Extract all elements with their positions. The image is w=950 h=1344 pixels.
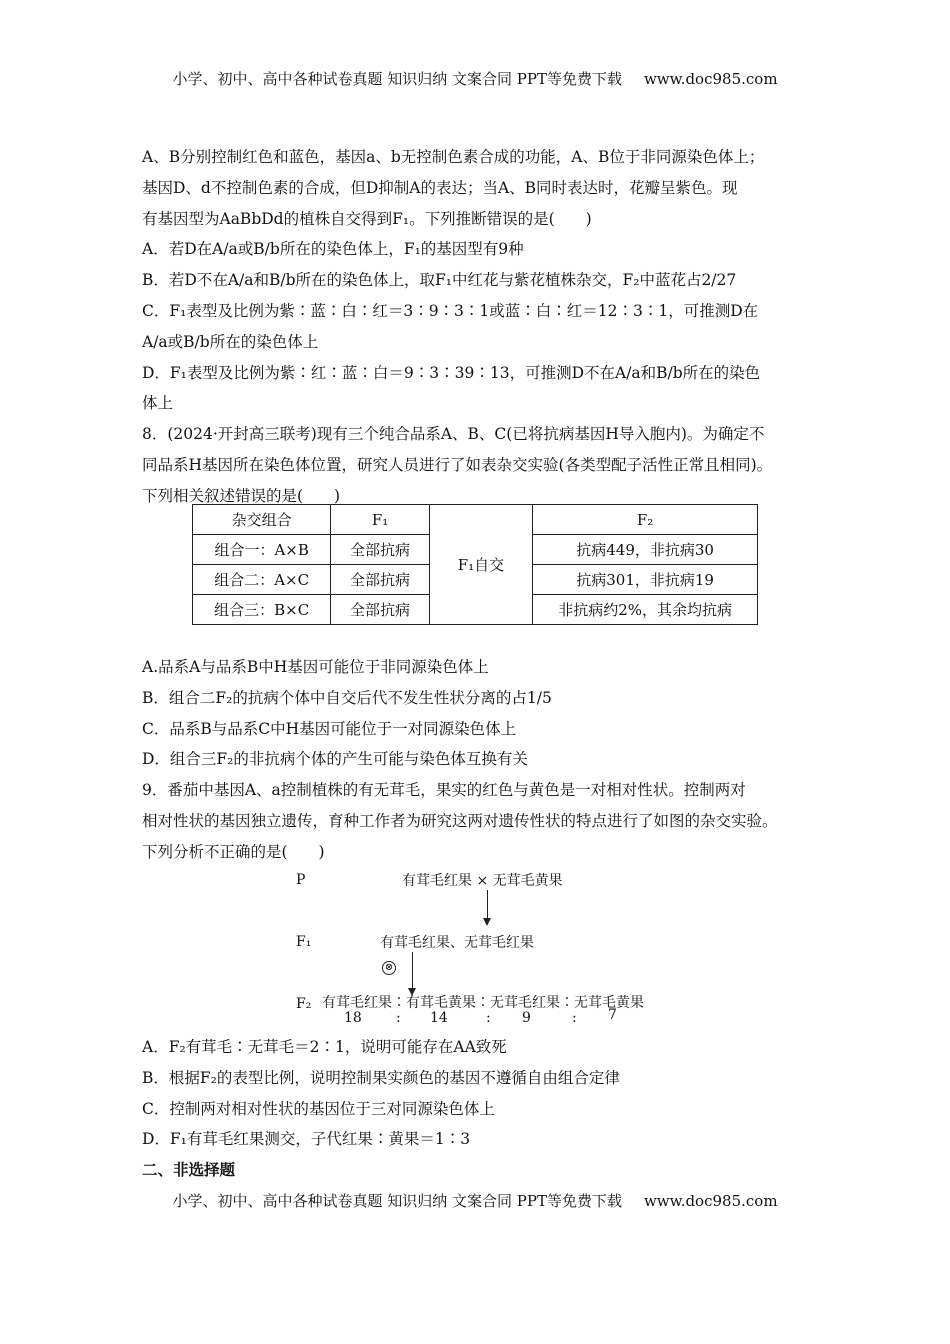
table-cell: 全部抗病	[331, 565, 429, 595]
arrow-line	[412, 952, 413, 990]
q8-option-d: D．组合三F₂的非抗病个体的产生可能与染色体互换有关	[142, 750, 528, 769]
footer-text: 小学、初中、高中各种试卷真题 知识归纳 文案合同 PPT等免费下载	[172, 1192, 622, 1210]
q8-option-b: B．组合二F₂的抗病个体中自交后代不发生性状分离的占1/5	[142, 688, 552, 707]
table-cell: 全部抗病	[331, 595, 429, 625]
p-cross: 有茸毛红果 × 无茸毛黄果	[402, 873, 563, 889]
q7-option-d-cont: 体上	[142, 394, 174, 413]
question-content	[142, 142, 822, 512]
q7-option-a: A．若D在A/a或B/b所在的染色体上，F₁的基因型有9种	[142, 240, 524, 259]
footer-site[interactable]: www.doc985.com	[643, 1192, 778, 1210]
page-header	[0, 68, 950, 89]
q8-option-a: A.品系A与品系B中H基因可能位于非同源染色体上	[142, 658, 489, 676]
ratio-sep: :	[486, 1010, 491, 1026]
header-text: 小学、初中、高中各种试卷真题 知识归纳 文案合同 PPT等免费下载	[172, 70, 622, 88]
ratio-value: 7	[608, 1007, 617, 1023]
cross-diagram	[290, 866, 670, 1031]
question-content-2	[142, 652, 822, 868]
q9-line-3: 下列分析不正确的是( )	[142, 842, 325, 861]
cross-table	[192, 504, 758, 625]
q9-option-d: D．F₁有茸毛红果测交，子代红果∶黄果＝1∶3	[142, 1130, 471, 1149]
q9-option-a: A．F₂有茸毛∶无茸毛＝2∶1，说明可能存在AA致死	[142, 1038, 507, 1056]
table-cell: 组合二：A×C	[193, 565, 331, 595]
ratio-value: 9	[522, 1010, 531, 1026]
ratio-value: 14	[430, 1010, 448, 1026]
q8-line-1: 8．(2024·开封高三联考)现有三个纯合品系A、B、C(已将抗病基因H导入胞内)。为确定不	[142, 425, 765, 444]
header-site[interactable]: www.doc985.com	[643, 70, 778, 88]
table-cell: 抗病449，非抗病30	[533, 535, 758, 565]
f1-label: F₁	[296, 934, 312, 950]
q7-line-1: A、B分别控制红色和蓝色，基因a、b无控制色素合成的功能，A、B位于非同源染色体上；	[142, 148, 765, 166]
page-footer	[0, 1190, 950, 1211]
table-cell: 组合一：A×B	[193, 535, 331, 565]
question-content-3	[142, 1032, 822, 1186]
ratio-sep: :	[572, 1010, 577, 1026]
q9-line-1: 9．番茄中基因A、a控制植株的有无茸毛，果实的红色与黄色是一对相对性状。控制两对	[142, 781, 746, 800]
table-cell: 组合三：B×C	[193, 595, 331, 625]
section-title: 二、非选择题	[142, 1161, 236, 1180]
ratio-sep: :	[396, 1010, 401, 1026]
ratio-value: 18	[344, 1010, 362, 1026]
q9-option-b: B．根据F₂的表型比例，说明控制果实颜色的基因不遵循自由组合定律	[142, 1068, 620, 1087]
table-middle-cell: F₁自交	[429, 505, 532, 625]
f1-text: 有茸毛红果、无茸毛红果	[380, 935, 534, 951]
table-cell: 全部抗病	[331, 535, 429, 565]
q9-option-c: C．控制两对相对性状的基因位于三对同源染色体上	[142, 1099, 495, 1118]
arrow-line	[487, 890, 488, 920]
q7-option-c-cont: A/a或B/b所在的染色体上	[142, 332, 319, 351]
table-cell: 抗病301，非抗病19	[533, 565, 758, 595]
q8-line-2: 同品系H基因所在染色体位置，研究人员进行了如表杂交实验(各类型配子活性正常且相同)。	[142, 455, 773, 474]
table-header-cell: 杂交组合	[193, 505, 331, 535]
table-header-row	[193, 505, 758, 535]
q9-line-2: 相对性状的基因独立遗传，育种工作者为研究这两对遗传性状的特点进行了如图的杂交实验。	[142, 811, 778, 830]
table-cell: 非抗病约2%，其余均抗病	[533, 595, 758, 625]
q7-option-c: C．F₁表型及比例为紫∶蓝∶白∶红＝3∶9∶3∶1或蓝∶白∶红＝12∶3∶1，可推测D在	[142, 301, 759, 320]
self-cross-icon: ⊗	[382, 961, 396, 975]
arrow-head	[483, 918, 491, 926]
p-label: P	[296, 872, 306, 888]
table-header-cell: F₂	[533, 505, 758, 535]
q7-option-d: D．F₁表型及比例为紫∶红∶蓝∶白＝9∶3∶39∶13，可推测D不在A/a和B/b所在的染色	[142, 363, 761, 382]
f2-text: 有茸毛红果∶有茸毛黄果∶无茸毛红果∶无茸毛黄果	[322, 995, 644, 1011]
q7-line-2: 基因D、d不控制色素的合成，但D抑制A的表达；当A、B同时表达时，花瓣呈紫色。现	[142, 178, 738, 197]
f2-label: F₂	[296, 996, 312, 1012]
q8-option-c: C．品系B与品系C中H基因可能位于一对同源染色体上	[142, 719, 517, 738]
q7-option-b: B．若D不在A/a和B/b所在的染色体上，取F₁中红花与紫花植株杂交，F₂中蓝花占2/27	[142, 271, 737, 290]
q8-line-3: 下列相关叙述错误的是( )	[142, 486, 341, 505]
q7-line-3: 有基因型为AaBbDd的植株自交得到F₁。下列推断错误的是( )	[142, 209, 592, 228]
table-header-cell: F₁	[331, 505, 429, 535]
